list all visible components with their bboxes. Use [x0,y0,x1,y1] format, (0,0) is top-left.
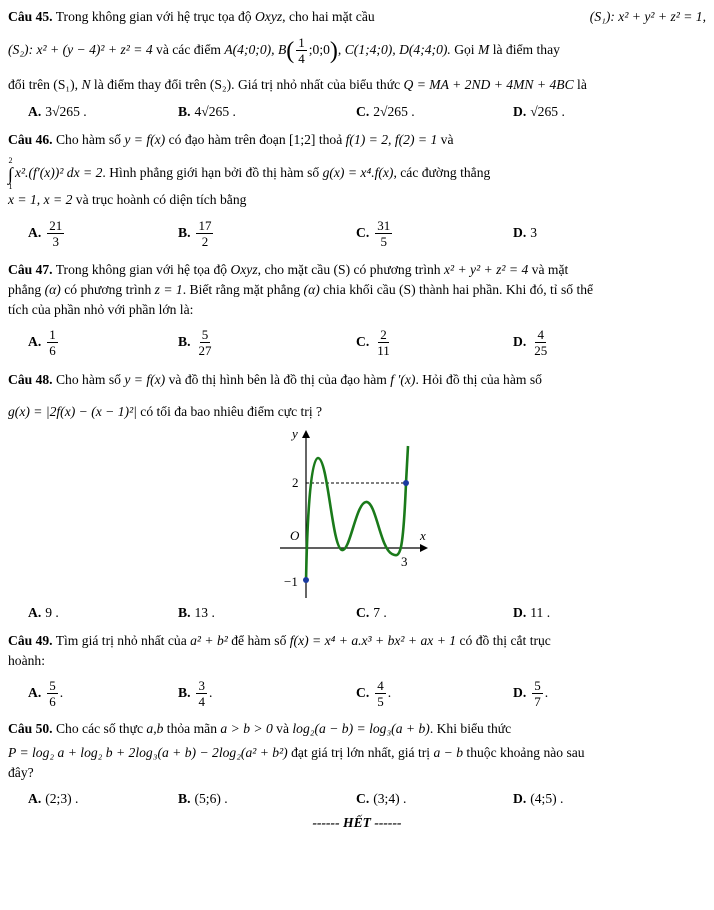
q50-line-2: P = log₂ a + log₂ b + 2log₃(a + b) − 2log₂(a² + b²) đạt giá trị lớn nhất, giá trị a − b thuộc khoảng nào sau [8,745,585,760]
point-start [303,577,309,583]
q45-space: Oxyz [254,9,283,24]
q50-line-1: Câu 50. Cho các số thực a,b thỏa mãn a > b > 0 và log₂(a − b) = log₃(a + b). Khi biểu thức [8,721,512,736]
q46-line-3: x = 1, x = 2 và trục hoành có diện tích bằng [8,192,247,207]
q46-options [8,216,706,250]
q49-line-2: hoành: [8,653,45,668]
q47-number: Câu 47. [8,262,53,277]
q48-option-d[interactable]: D. 11 . [513,605,551,620]
q47-line-3: tích của phần nhỏ với phần lớn là: [8,302,194,317]
y-label: y [292,428,298,441]
q49-option-a[interactable]: A. $\frac{5}{6}$ . [28,678,64,710]
q48-line-1: Câu 48. Cho hàm số y = f(x) và đồ thị hình bên là đồ thị của đạo hàm f ′(x). Hỏi đồ thị của hàm số [8,372,542,387]
q49-option-c[interactable]: C. $\frac{4}{5}$ . [356,678,392,710]
q48-number: Câu 48. [8,372,53,387]
q45-expression: Q = MA + 2ND + 4MN + 4BC [403,77,574,92]
q49-option-d[interactable]: D. $\frac{5}{7}$ . [513,678,549,710]
graph-svg [270,428,430,603]
end-marker: ------ HẾT ------ [312,815,402,830]
q50-option-a[interactable]: A. (2;3) . [28,791,79,806]
q47-option-b[interactable]: B. $\frac{5}{27}$ [178,327,212,359]
q46-integral: x².(f′(x))² dx = 2 [14,165,103,180]
exam-page [8,2,706,830]
q45-option-d[interactable]: D. √265 . [513,104,565,119]
q45-point-b: B [277,42,287,57]
q48-option-a[interactable]: A. 9 . [28,605,59,620]
q45-option-c[interactable]: C. 2√265 . [356,104,415,119]
q48-option-b[interactable]: B. 13 . [178,605,215,620]
derivative-graph [270,428,430,603]
q45-line-2: (S₂): x² + (y − 4)² + z² = 4 và các điểm A(4;0;0), B( $\frac{1}{4}$ ;0;0), C(1;4;0), D(4;4;0). Gọi M là điểm thay [8,35,560,67]
q45-sphere-1: (S₁): x² + y² + z² = 1, [589,9,706,24]
q45-points-cd: , C(1;4;0), D(4;4;0). [337,42,451,57]
q45-line-1 [8,7,706,27]
q46-option-a[interactable]: A. $\frac{21}{3}$ [28,218,63,250]
x-axis-arrow [420,544,428,552]
q50-option-b[interactable]: B. (5;6) . [178,791,228,806]
q49-line-1: Câu 49. Tìm giá trị nhỏ nhất của a² + b² để hàm số f(x) = x⁴ + a.x³ + bx² + ax + 1 có đồ thị cắt trục [8,633,551,648]
q45-line-3: đổi trên (S₁), N là điểm thay đổi trên (S₂). Giá trị nhỏ nhất của biểu thức Q = MA + 2ND + 4MN + 4BC là [8,77,587,92]
q48-options [8,601,706,625]
q45-text: và các điểm [152,42,225,57]
q45-options [8,100,706,124]
q46-line-1: Câu 46. Cho hàm số y = f(x) có đạo hàm trên đoạn [1;2] thoả f(1) = 2, f(2) = 1 và [8,132,454,147]
q47-options [8,324,706,360]
q48-option-c[interactable]: C. 7 . [356,605,387,620]
q45-option-b[interactable]: B. 4√265 . [178,104,236,119]
integral-sign: 2 ∫ 1 [8,155,13,191]
q45-point-a: A(4;0;0), [224,42,275,57]
q45-frac: $\frac{1}{4}$ [298,35,305,67]
q46-line-2: 2 ∫ 1 x².(f′(x))² dx = 2. Hình phẳng giới hạn bởi đồ thị hàm số g(x) = x⁴.f(x), các đường thẳng [8,155,491,191]
q45-number: Câu 45. [8,9,53,24]
tick-label-3: 3 [401,554,408,569]
q50-number: Câu 50. [8,721,53,736]
point-end [403,480,409,486]
tick-label-minus-1: −1 [284,574,298,589]
q50-line-3: đây? [8,765,34,780]
q45-option-a[interactable]: A. 3√265 . [28,104,87,119]
q47-option-c[interactable]: C. $\frac{2}{11}$ [356,327,390,359]
q45-text: , cho hai mặt cầu [282,9,375,24]
y-axis-arrow [302,430,310,438]
q47-line-1: Câu 47. Trong không gian với hệ tọa độ Oxyz, cho mặt cầu (S) có phương trình x² + y² + z² = 4 và mặt [8,262,569,277]
q47-option-d[interactable]: D. $\frac{4}{25}$ [513,327,548,359]
tick-label-2: 2 [292,475,299,490]
q50-option-d[interactable]: D. (4;5) . [513,791,564,806]
q46-number: Câu 46. [8,132,53,147]
x-label: x [420,528,426,543]
q49-options [8,675,706,711]
q45-sphere-2: (S₂): x² + (y − 4)² + z² = 4 [8,42,153,57]
q45-text: Trong không gian với hệ trục tọa độ [55,9,255,24]
q50-option-c[interactable]: C. (3;4) . [356,791,407,806]
q46-option-b[interactable]: B. $\frac{17}{2}$ [178,218,212,250]
q49-option-b[interactable]: B. $\frac{3}{4}$ . [178,678,213,710]
q48-line-2: g(x) = |2f(x) − (x − 1)²| có tối đa bao nhiêu điểm cực trị ? [8,404,323,419]
q50-options [8,787,706,811]
q49-number: Câu 49. [8,633,53,648]
q48-function-g: g(x) = |2f(x) − (x − 1)²| [8,404,137,419]
origin-label: O [290,528,300,543]
q47-line-2: phẳng (α) có phương trình z = 1. Biết rằng mặt phẳng (α) chia khối cầu (S) thành hai phần. Khi đó, tỉ số thể [8,282,594,297]
q47-option-a[interactable]: A. $\frac{1}{6}$ [28,327,56,359]
q46-option-d[interactable]: D. 3 [513,225,538,240]
derivative-curve [306,446,408,582]
q46-option-c[interactable]: C. $\frac{31}{5}$ [356,218,391,250]
